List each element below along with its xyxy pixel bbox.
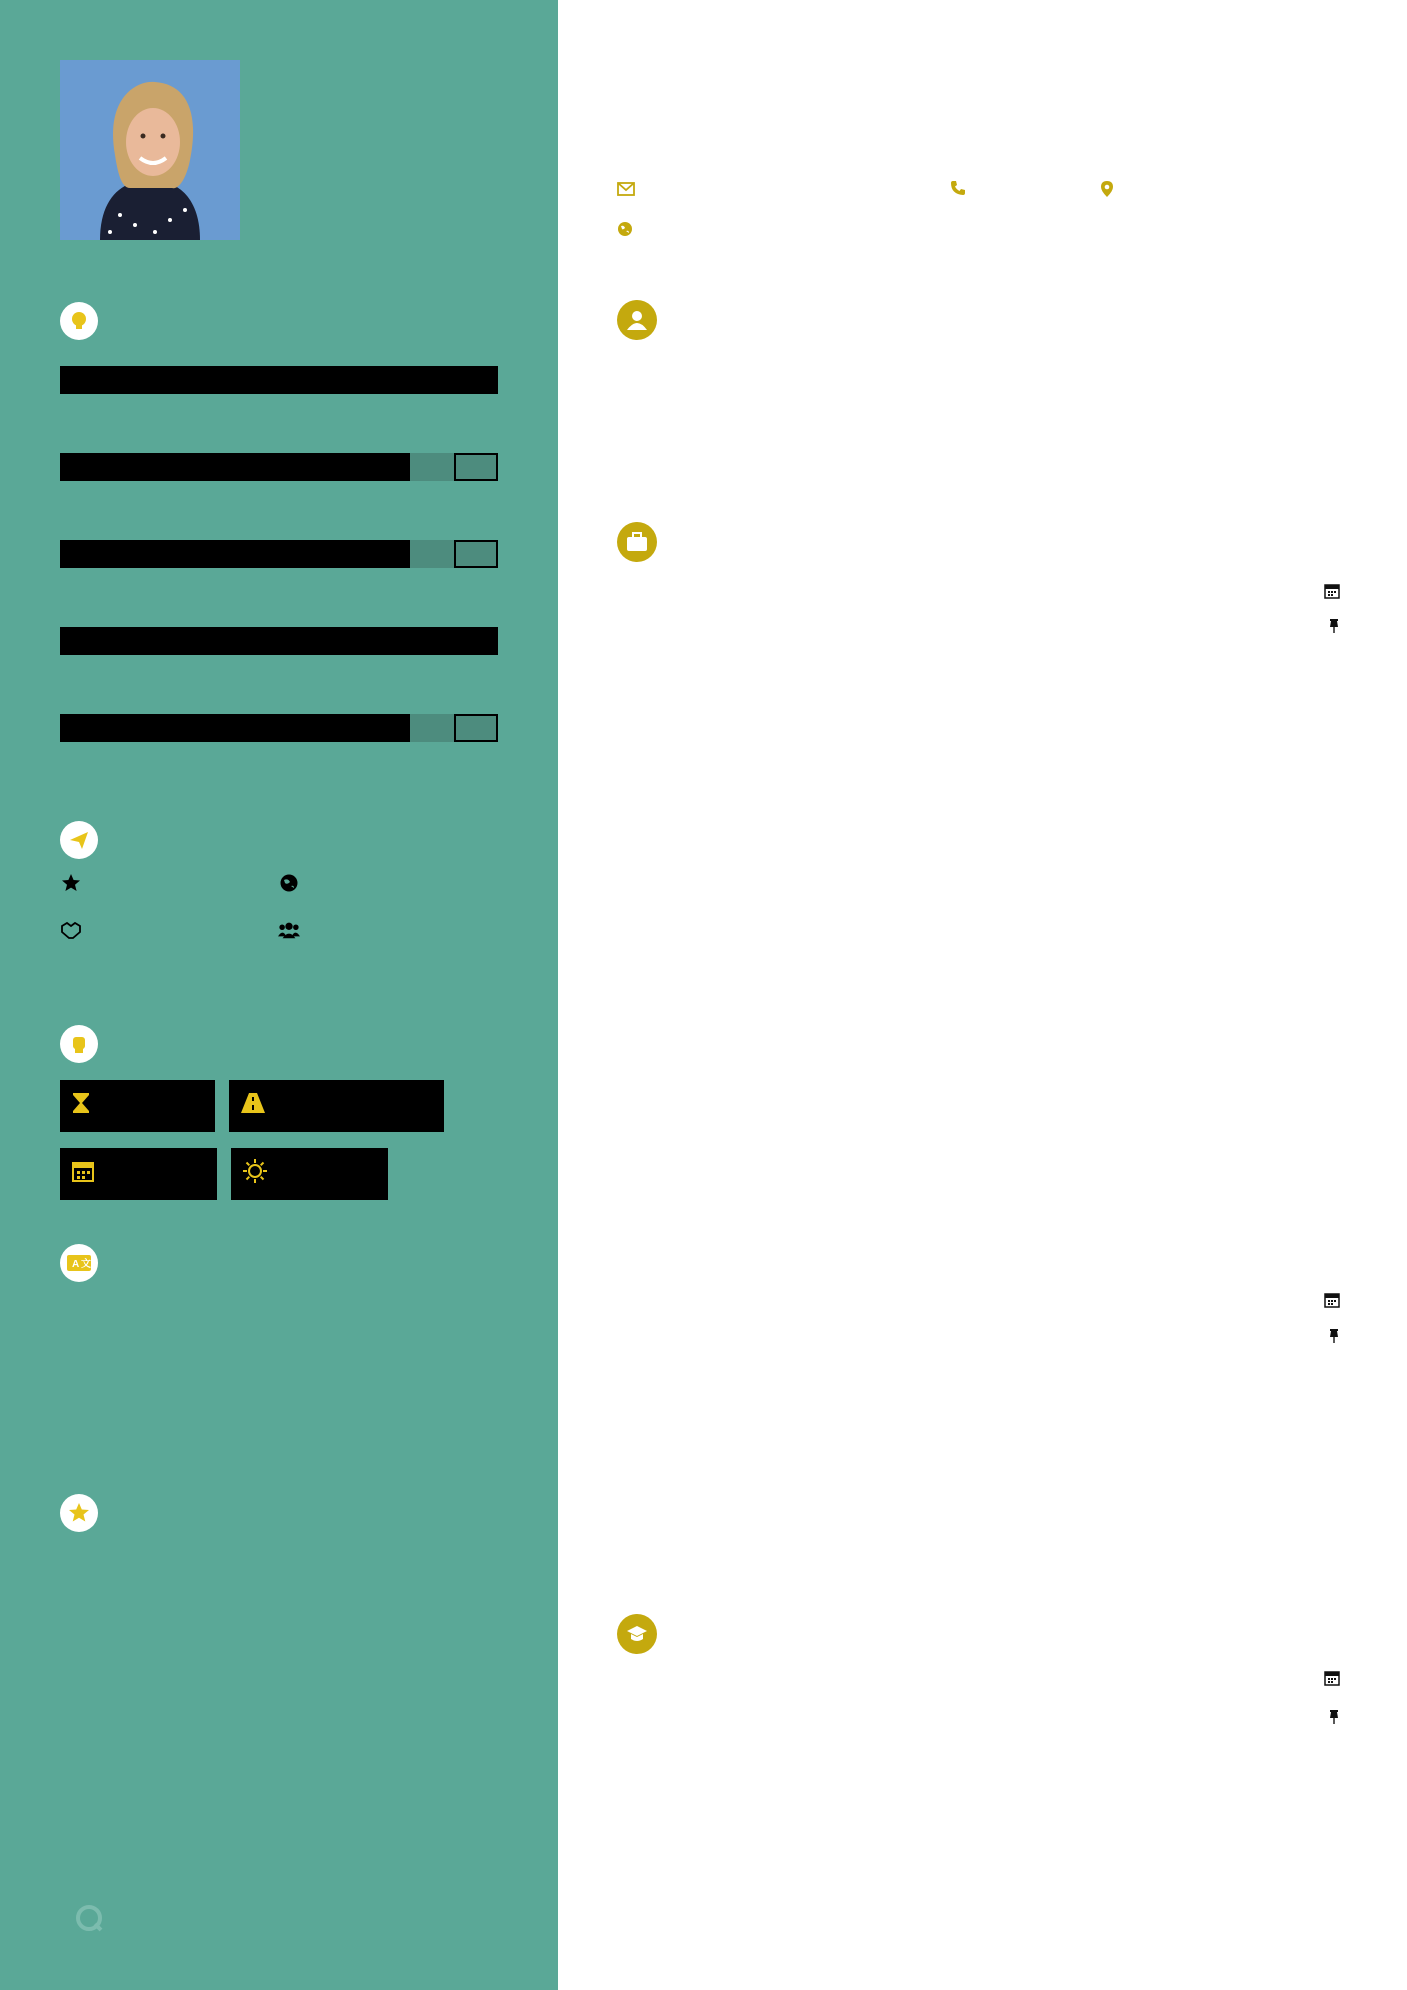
sidebar <box>0 0 558 1990</box>
skill-bar-fill <box>60 714 410 742</box>
star-icon <box>60 870 82 893</box>
phone-contact <box>950 180 982 201</box>
strength-badge <box>60 1148 217 1200</box>
skill-level <box>454 366 498 394</box>
calendar-icon <box>72 1160 94 1188</box>
skill-bar <box>60 540 498 568</box>
skill-bar-fill <box>60 366 498 394</box>
user-icon <box>617 300 657 340</box>
location-contact <box>1100 180 1132 203</box>
language-icon <box>60 1244 98 1282</box>
email-contact <box>617 180 651 201</box>
strengths-header <box>60 1025 112 1063</box>
education-date <box>1324 1670 1348 1691</box>
svg-text:文: 文 <box>81 1259 91 1270</box>
pushpin-icon <box>1328 1709 1340 1730</box>
lightbulb-icon <box>60 302 98 340</box>
skill-item <box>60 700 498 742</box>
envelope-icon <box>617 180 635 201</box>
job-date <box>1324 1292 1348 1313</box>
summary-header <box>617 300 673 340</box>
experience-header <box>617 522 673 562</box>
skill-level <box>454 453 498 481</box>
skill-item <box>60 352 498 394</box>
achievements-header <box>60 1494 112 1532</box>
skill-item <box>60 613 498 655</box>
skill-level <box>454 540 498 568</box>
skill-level <box>454 714 498 742</box>
skill-level <box>454 627 498 655</box>
job-location <box>1328 1328 1348 1349</box>
interest-item <box>60 870 92 893</box>
handshake-icon <box>60 917 82 940</box>
interest-item <box>60 917 250 940</box>
skill-item <box>60 439 498 481</box>
interests-header <box>60 821 112 859</box>
profile-photo <box>60 60 240 240</box>
globe-icon <box>278 870 300 893</box>
interest-item <box>278 870 310 893</box>
briefcase-icon <box>617 522 657 562</box>
hourglass-icon <box>72 1092 90 1120</box>
pushpin-icon <box>1328 1328 1340 1349</box>
skill-bar <box>60 453 498 481</box>
fist-icon <box>60 1025 98 1063</box>
trophy-star-icon <box>60 1494 98 1532</box>
powered-by <box>60 1903 118 1936</box>
map-pin-icon <box>1100 180 1114 203</box>
languages-header <box>60 1244 112 1282</box>
skill-bar-fill <box>60 453 410 481</box>
pushpin-icon <box>1328 618 1340 639</box>
svg-text:A: A <box>72 1259 80 1270</box>
job-location <box>1328 618 1348 639</box>
sun-icon <box>243 1159 267 1189</box>
website-contact <box>617 221 651 242</box>
education-header <box>617 1614 673 1654</box>
globe-icon <box>617 221 633 242</box>
skill-item <box>60 526 498 568</box>
job-date <box>1324 583 1348 604</box>
skill-bar <box>60 366 498 394</box>
graduation-icon <box>617 1614 657 1654</box>
calendar-icon <box>1324 1670 1340 1691</box>
skill-bar <box>60 627 498 655</box>
calendar-icon <box>1324 583 1340 604</box>
education-location <box>1328 1709 1348 1730</box>
road-icon <box>241 1093 265 1119</box>
strength-badge <box>231 1148 388 1200</box>
skills-header <box>60 302 112 340</box>
strength-badge <box>229 1080 444 1132</box>
strength-badge <box>60 1080 215 1132</box>
qwikresume-logo-icon <box>74 1903 104 1936</box>
phone-icon <box>950 180 966 201</box>
skill-bar-fill <box>60 627 498 655</box>
skill-bar-fill <box>60 540 410 568</box>
calendar-icon <box>1324 1292 1340 1313</box>
paper-plane-icon <box>60 821 98 859</box>
skill-bar <box>60 714 498 742</box>
users-icon <box>278 917 300 940</box>
interest-item <box>278 917 310 940</box>
